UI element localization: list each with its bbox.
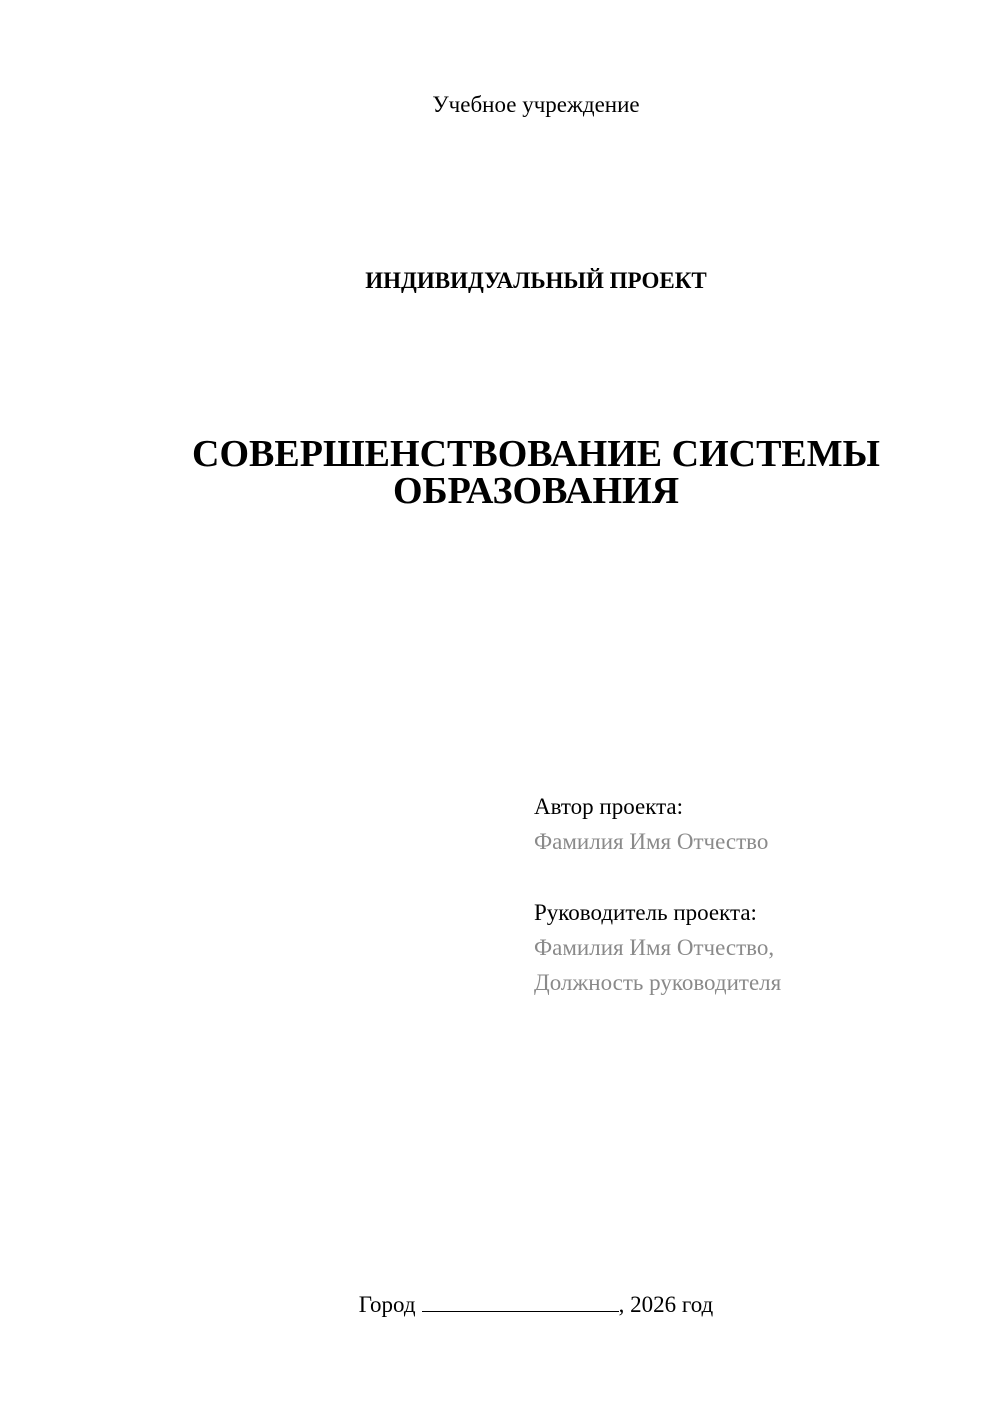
project-title: [0, 433, 1000, 512]
credits-spacer: [534, 859, 781, 895]
year-text: , 2026 год: [618, 1292, 714, 1317]
city-year-line: [0, 1290, 1000, 1320]
project-title-line-1: СОВЕРШЕНСТВОВАНИЕ СИСТЕМЫ: [192, 433, 880, 475]
author-name: Фамилия Имя Отчество: [534, 829, 769, 854]
city-label: Город: [358, 1292, 416, 1317]
supervisor-label: Руководитель проекта:: [534, 900, 757, 925]
supervisor-name: Фамилия Имя Отчество,: [534, 935, 775, 960]
credits-block: [534, 789, 781, 1000]
author-label: Автор проекта:: [534, 794, 683, 819]
institution-name: Учебное учреждение: [432, 92, 640, 117]
supervisor-position: Должность руководителя: [534, 970, 782, 995]
project-type-heading: ИНДИВИДУАЛЬНЫЙ ПРОЕКТ: [365, 268, 707, 293]
city-blank-line: [422, 1291, 619, 1312]
project-title-line-2: ОБРАЗОВАНИЯ: [392, 470, 680, 512]
